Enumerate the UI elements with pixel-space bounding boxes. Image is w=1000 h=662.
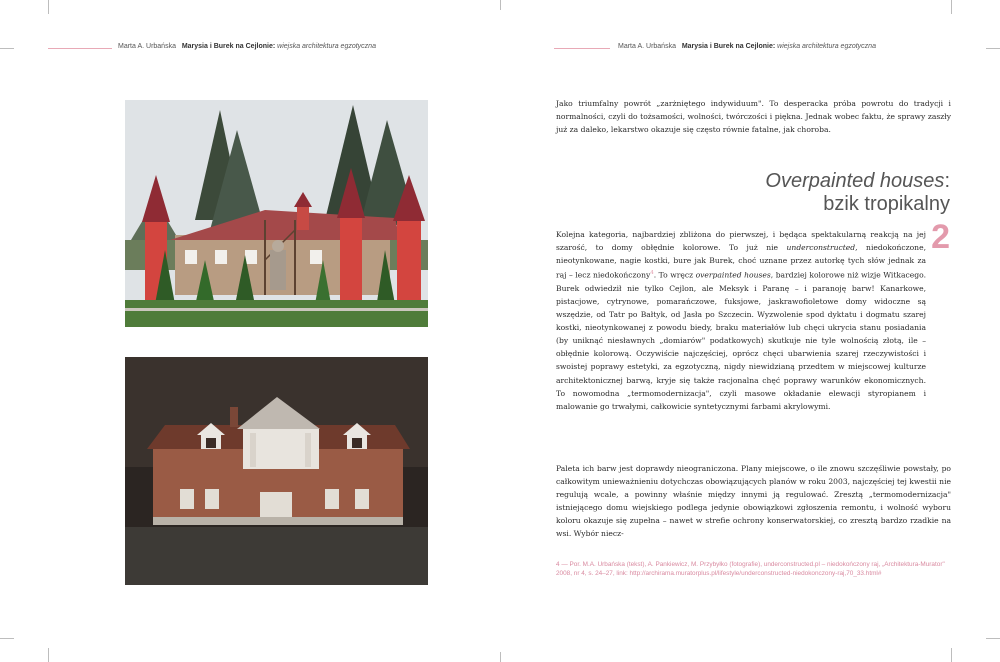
header-author: Marta A. Urbańska [118,43,176,50]
main-text [556,228,926,413]
crop-mark [986,638,1000,639]
header-author: Marta A. Urbańska [618,43,676,50]
crop-mark [500,0,501,10]
section-title [765,170,950,193]
footnote [556,561,951,578]
text-run: , bardziej kolorowe niż wizje Witkacego. Burek odwiedził nie tylko Cejlon, ale Meksyk i Paranę – i paranoję barw! Kanarkowe, pistacjowe, cytrynowe, pomarańczowe, fuksjowe, jaskrawofioletowe domy widoczne są wszędzie, od Tatr po Bałtyk, od Jasła po Szczecin. Wyzwolenie spod dyktatu i dogmatu szarej kostki, nieotynkowanej z powodu biedy, braku materiałów lub chęci ukrycia stanu posiadania (by uniknąć niesławnych „domiarów" podatkowych) skutkuje nie tyle wolnością złotą, ile – obłędnie kolorową. Oczywiście najczęściej, oprócz chęci ubarwienia szarej rzeczywistości i swoistej poprawy estetyki, za egzotyczną, nigdy niewidzianą przedtem w miejscowej kulturze architektonicznej barwą, kryje się także racjonalna chęć poprawy warunków ekonomicznych. To nowomodna „termomodernizacja", czyli masowe okładanie elewacji styropianem i malowanie go trwałymi, całkowicie syntetycznymi farbami akrylowymi. [556,270,926,411]
crop-mark [951,0,952,14]
intro-paragraph [556,97,951,136]
crop-mark [0,48,14,49]
section-subtitle: bzik tropikalny [823,193,950,215]
running-header-right [618,43,876,50]
brick-house-photo [125,357,428,585]
crop-mark [0,638,14,639]
text-run: , niedokończone, nieotynkowane, nagie kostki, bure jak Burek, choć uznane przez autorkę tych słów jednak za raj – lecz niedokończony [556,243,926,280]
main-text-full-width [556,462,951,541]
header-rule-right [554,48,610,49]
main-paragraph-2: Paleta ich barw jest doprawdy nieograniczona. Plany miejscowe, o ile znowu szczęśliwie powstały, po całkowitym unieważnieniu dotychczas obowiązujących planów w roku 2003, najczęściej tej kwestii nie regulują wcale, a powinny właśnie między innymi ją regulować. Zresztą „termomodernizacja" istniejącego domu wiejskiego podlega jedynie obowiązkowi zgłoszenia remontu, i wolność wyboru koloru okazuje się zupełna – nawet w strefie ochrony konserwatorskiej, co zresztą bardzo rzadkie na wsi. Wybór niecz- [556,464,951,539]
header-subtitle: wiejska architektura egzotyczna [277,43,376,50]
crop-mark [500,652,501,662]
section-title-italic: Overpainted houses [765,170,945,192]
running-header-left [118,43,376,50]
footnote-reference[interactable]: 4 [650,270,654,277]
section-title-colon: : [944,170,950,192]
text-run-italic: overpainted houses [695,270,771,280]
intro-text: Jako triumfalny powrót „zarżniętego indywiduum". To desperacka próba powrotu do tradycji i normalności, czyli do tożsamości, wolności, twórczości i piękna. Jednak wobec faktu, że sprawy zaszły już za daleko, lekarstwo okazuje się często równie fatalne, jak choroba. [556,99,951,135]
text-run: . To wręcz [653,270,696,280]
crop-mark [951,648,952,662]
footnote-text: — Por. M.A. Urbańska (tekst), A. Pankiewicz, M. Przybyłko (fotografie), underconstructed.pl – niedokończony raj, „Architektura-Murator" 2008, nr 4, s. 24–27, link: http://archirama.muratorplus.pl/lifestyle/underconstructed-niedokonczony-raj,70_33.html# [556,561,945,577]
section-number: 2 [931,218,950,256]
footnote-marker: 4 [556,561,560,568]
crop-mark [48,0,49,14]
header-book: Marysia i Burek na Cejlonie: [681,43,776,50]
text-run: Kolejna kategoria, najbardziej zbliżona do pierwszej, i będąca spektakularną reakcją na jej szarość, to domy obłędnie kolorowe. To już nie [556,230,926,253]
main-paragraph-1 [556,228,926,413]
castle-house-photo [125,100,428,327]
header-book: Marysia i Burek na Cejlonie: [181,43,276,50]
text-run-italic: underconstructed [786,243,856,253]
header-subtitle: wiejska architektura egzotyczna [777,43,876,50]
crop-mark [986,48,1000,49]
header-rule-left [48,48,112,49]
crop-mark [48,648,49,662]
